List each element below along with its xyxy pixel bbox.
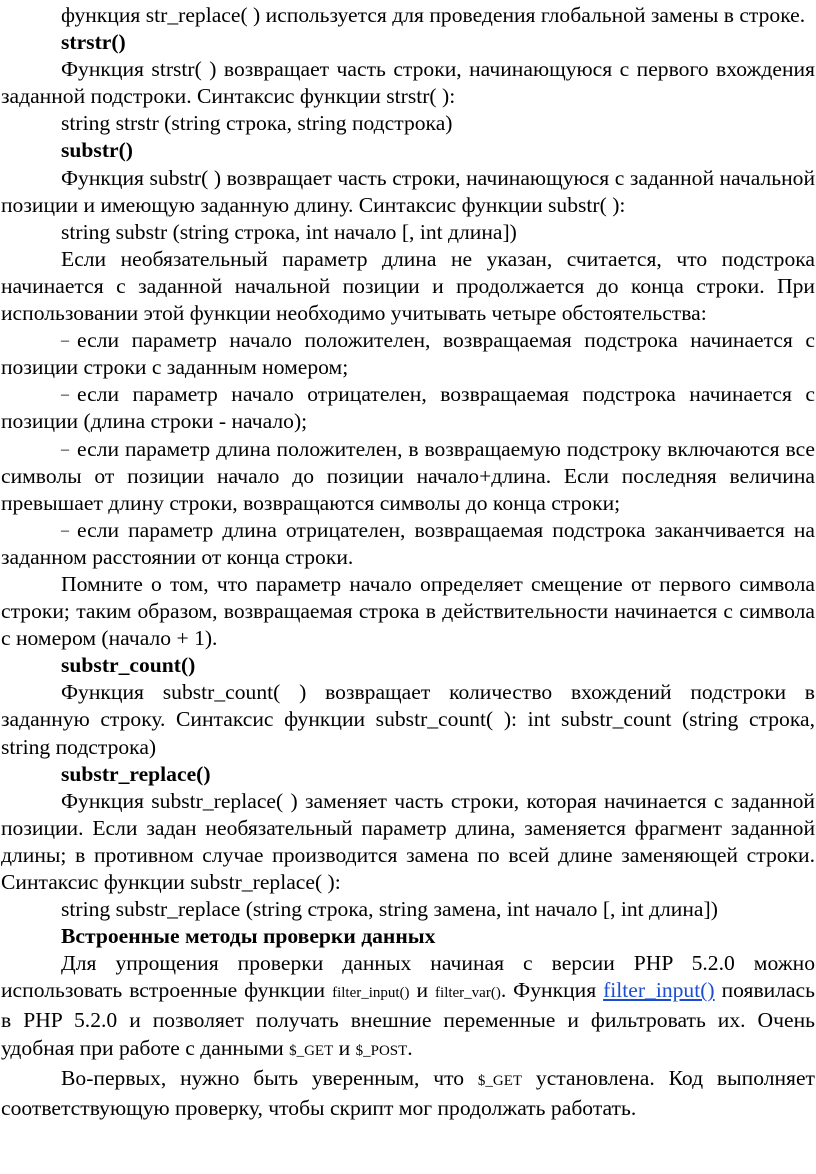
text-run: Для упрощения проверки данных начиная с версии PHP 5.2.0 можно использовать встроенные функции (1, 951, 815, 1003)
strstr-description: Функция strstr( ) возвращает часть строки, начинающуюся с первого вхождения заданной подстроки. Синтаксис функции strstr( ): (1, 57, 815, 109)
bullet-text: если параметр длина положителен, в возвращаемую подстроку включаются все символы от позиции начало до позиции начало+длина. Если последняя величина превышает длину строки, возвращаются символы до конца строки; (1, 436, 815, 515)
bullet-text: если параметр начало отрицателен, возвращаемая подстрока начинается с позиции (длина строки - начало); (1, 382, 815, 434)
code-filter-var: filter_var() (435, 985, 501, 1002)
list-item (1, 517, 815, 571)
text-run: установлена. Код выполняет соответствующую проверку, чтобы скрипт мог продолжать работать. (1, 1065, 815, 1120)
code-get: $_GET (289, 1042, 334, 1059)
list-item (1, 381, 815, 435)
bullet-dash: – (61, 386, 69, 404)
strstr-heading: strstr() (61, 30, 126, 55)
text-run: . (407, 1035, 413, 1060)
validation-paragraph-1 (1, 950, 815, 1064)
substr-note: Если необязательный параметр длина не указан, считается, что подстрока начинается с заданной начальной позиции и продолжается до конца строки. При использовании этой функции необходимо учитывать четыре обстоятельства: (1, 246, 815, 326)
text-run: появилась в PHP 5.2.0 и позволяет получать внешние переменные и фильтровать их. Очень удобная при работе с данными (1, 978, 815, 1060)
list-item (1, 327, 815, 381)
substr-description: Функция substr( ) возвращает часть строки, начинающуюся с заданной начальной позиции и имеющую заданную длину. Синтаксис функции substr( ): (1, 165, 815, 217)
code-post: $_POST (355, 1042, 408, 1059)
bullet-dash: – (61, 440, 69, 458)
substr-count-description: Функция substr_count( ) возвращает количество вхождений подстроки в заданную строку. Синтаксис функции substr_count( ): int substr_count (string строка, string подстрока) (1, 680, 815, 759)
intro-paragraph: функция str_replace( ) используется для проведения глобальной замены в строке. (61, 3, 806, 27)
substr-remember: Помните о том, что параметр начало определяет смещение от первого символа строки; таким образом, возвращаемая строка в действительности начинается с символа с номером (начало + 1). (1, 571, 815, 651)
text-run: . Функция (500, 978, 604, 1003)
substr-replace-heading: substr_replace() (61, 761, 211, 786)
text-run: Во-первых, нужно быть уверенным, что (61, 1065, 478, 1090)
code-filter-input: filter_input() (332, 985, 410, 1002)
code-get: $_GET (477, 1072, 523, 1089)
substr-replace-syntax: string substr_replace (string строка, string замена, int начало [, int длина]) (61, 897, 718, 922)
substr-heading: substr() (61, 138, 133, 163)
text-run: и (333, 1035, 356, 1060)
validation-paragraph-2 (1, 1065, 815, 1122)
substr-count-heading: substr_count() (61, 653, 196, 678)
bullet-text: если параметр начало положителен, возвращаемая подстрока начинается с позиции строки с заданным номером; (1, 328, 815, 380)
substr-replace-description: Функция substr_replace( ) заменяет часть строки, которая начинается с заданной позиции. Если задан необязательный параметр длина, заменяется фрагмент заданной длины; в противном случае производится замена по всей длине заменяющей строки. Синтаксис функции substr_replace( ): (1, 788, 815, 894)
bullet-dash: – (61, 521, 69, 539)
text-run: и (409, 978, 436, 1003)
list-item (1, 436, 815, 517)
substr-syntax: string substr (string строка, int начало [, int длина]) (61, 219, 517, 244)
bullet-dash: – (61, 332, 69, 350)
validation-heading: Встроенные методы проверки данных (61, 924, 436, 949)
bullet-text: если параметр длина отрицателен, возвращаемая подстрока заканчивается на заданном расстоянии от конца строки. (1, 517, 815, 569)
filter-input-link[interactable]: filter_input() (603, 978, 715, 1003)
strstr-syntax: string strstr (string строка, string подстрока) (61, 111, 453, 136)
